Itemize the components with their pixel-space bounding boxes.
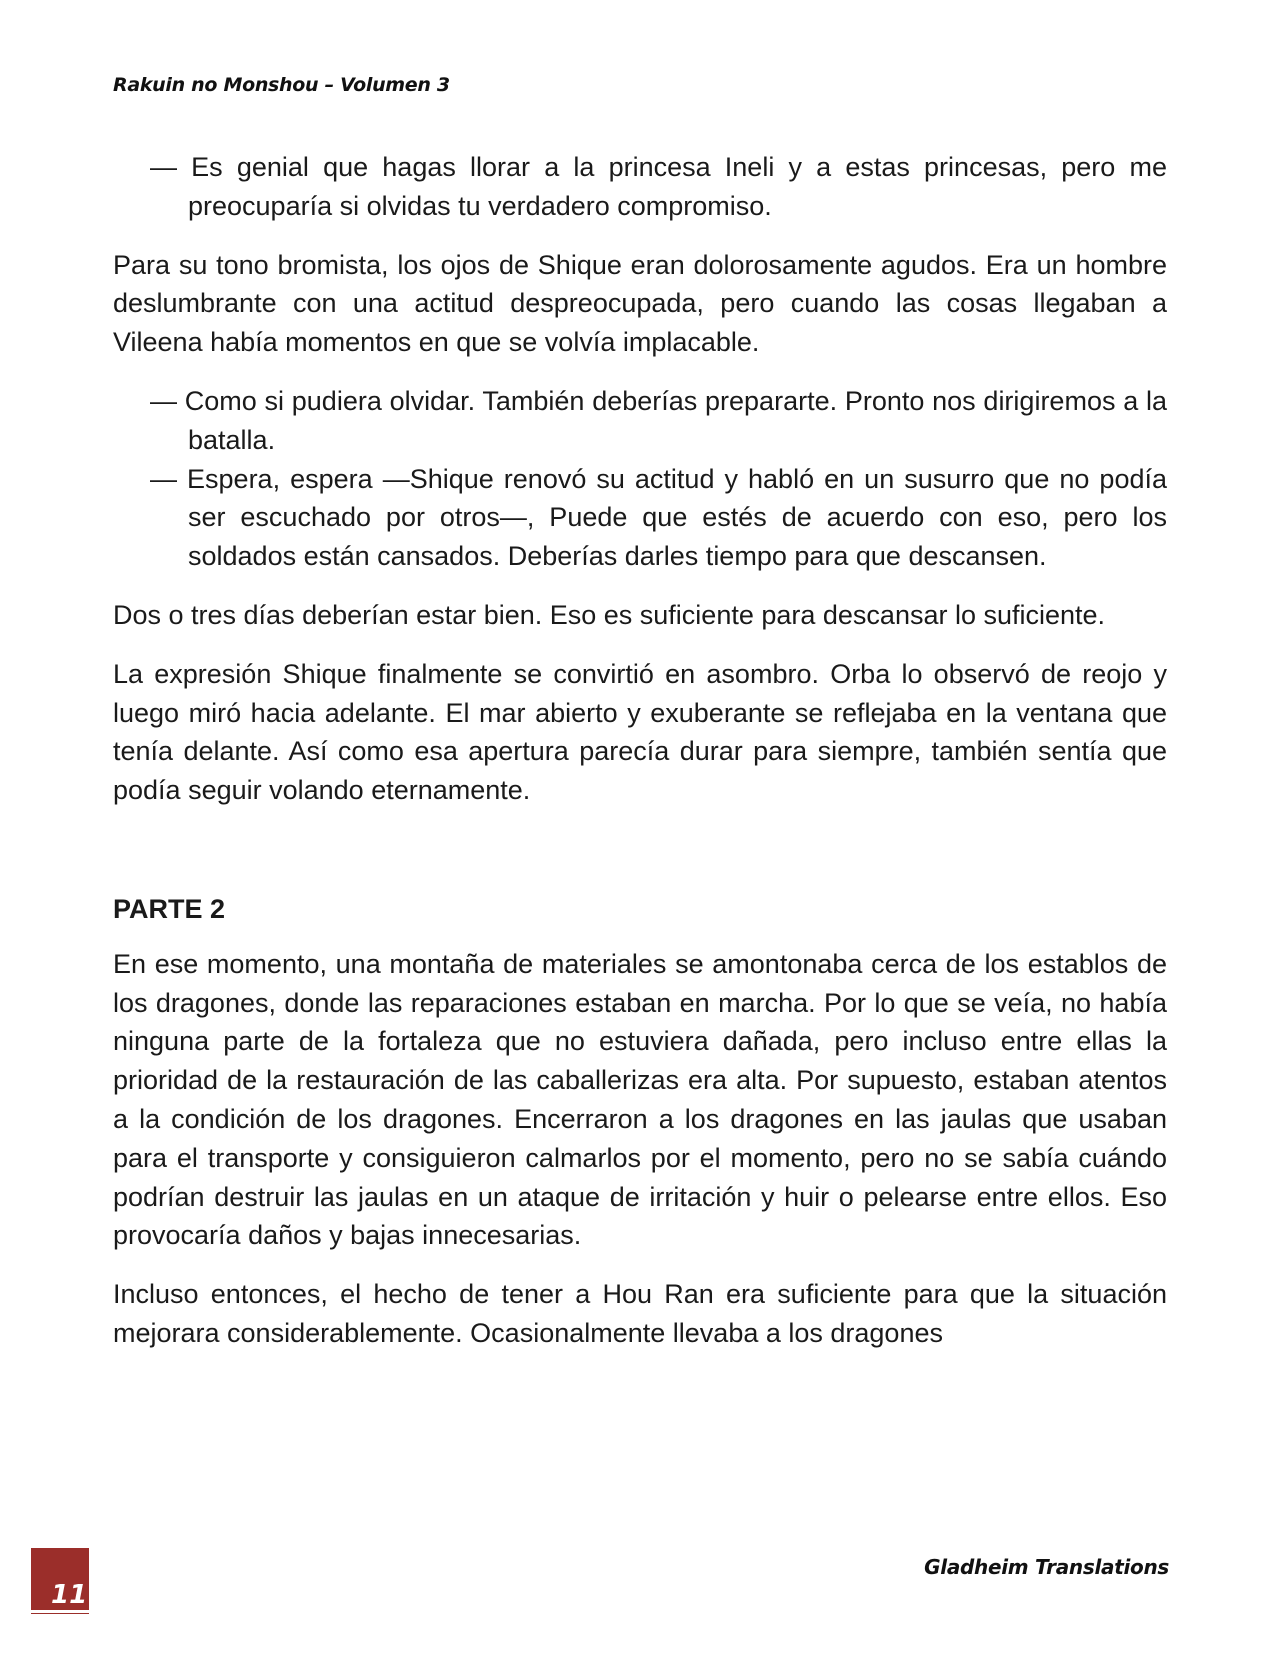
footer-brand: Gladheim Translations [924,1555,1169,1579]
page-number-box [31,1548,89,1614]
page-number: 11 [51,1580,88,1610]
dialogue-line: — Espera, espera —Shique renovó su actitud y habló en un susurro que no podía ser escuchado por otros—, Puede que estés de acuerdo con eso, pero los soldados están cansados. Deberías darles tiempo para que descansen. [150,463,1167,572]
paragraph: La expresión Shique finalmente se convirtió en asombro. Orba lo observó de reojo y luego miró hacia adelante. El mar abierto y exuberante se reflejaba en la ventana que tenía delante. Así como esa apertura parecía durar para siempre, también sentía que podía seguir volando eternamente. [113,658,1167,806]
dialogue-line: — Es genial que hagas llorar a la princesa Ineli y a estas princesas, pero me preocuparía si olvidas tu verdadero compromiso. [150,152,1167,221]
section-heading: PARTE 2 [113,893,226,924]
running-header: Rakuin no Monshou – Volumen 3 [113,74,450,96]
paragraph: Incluso entonces, el hecho de tener a Hou Ran era suficiente para que la situación mejorara considerablemente. Ocasionalmente llevaba a los dragones [113,1279,1167,1348]
paragraph: En ese momento, una montaña de materiales se amontonaba cerca de los establos de los dragones, donde las reparaciones estaban en marcha. Por lo que se veía, no había ninguna parte de la fortaleza que no estuviera dañada, pero incluso entre ellas la prioridad de la restauración de las caballerizas era alta. Por supuesto, estaban atentos a la condición de los dragones. Encerraron a los dragones en las jaulas que usaban para el transporte y consiguieron calmarlos por el momento, pero no se sabía cuándo podrían destruir las jaulas en un ataque de irritación y huir o pelearse entre ellos. Eso provocaría daños y bajas innecesarias. [113,948,1167,1251]
paragraph: Para su tono bromista, los ojos de Shique eran dolorosamente agudos. Era un hombre deslumbrante con una actitud despreocupada, pero cuando las cosas llegaban a Vileena había momentos en que se volvía implacable. [113,249,1167,358]
paragraph: Dos o tres días deberían estar bien. Eso es suficiente para descansar lo suficiente. [113,599,1106,630]
dialogue-line: — Como si pudiera olvidar. También deberías prepararte. Pronto nos dirigiremos a la batalla. [150,385,1167,455]
page-number-underline [31,1610,89,1613]
page-body [113,148,1167,1373]
